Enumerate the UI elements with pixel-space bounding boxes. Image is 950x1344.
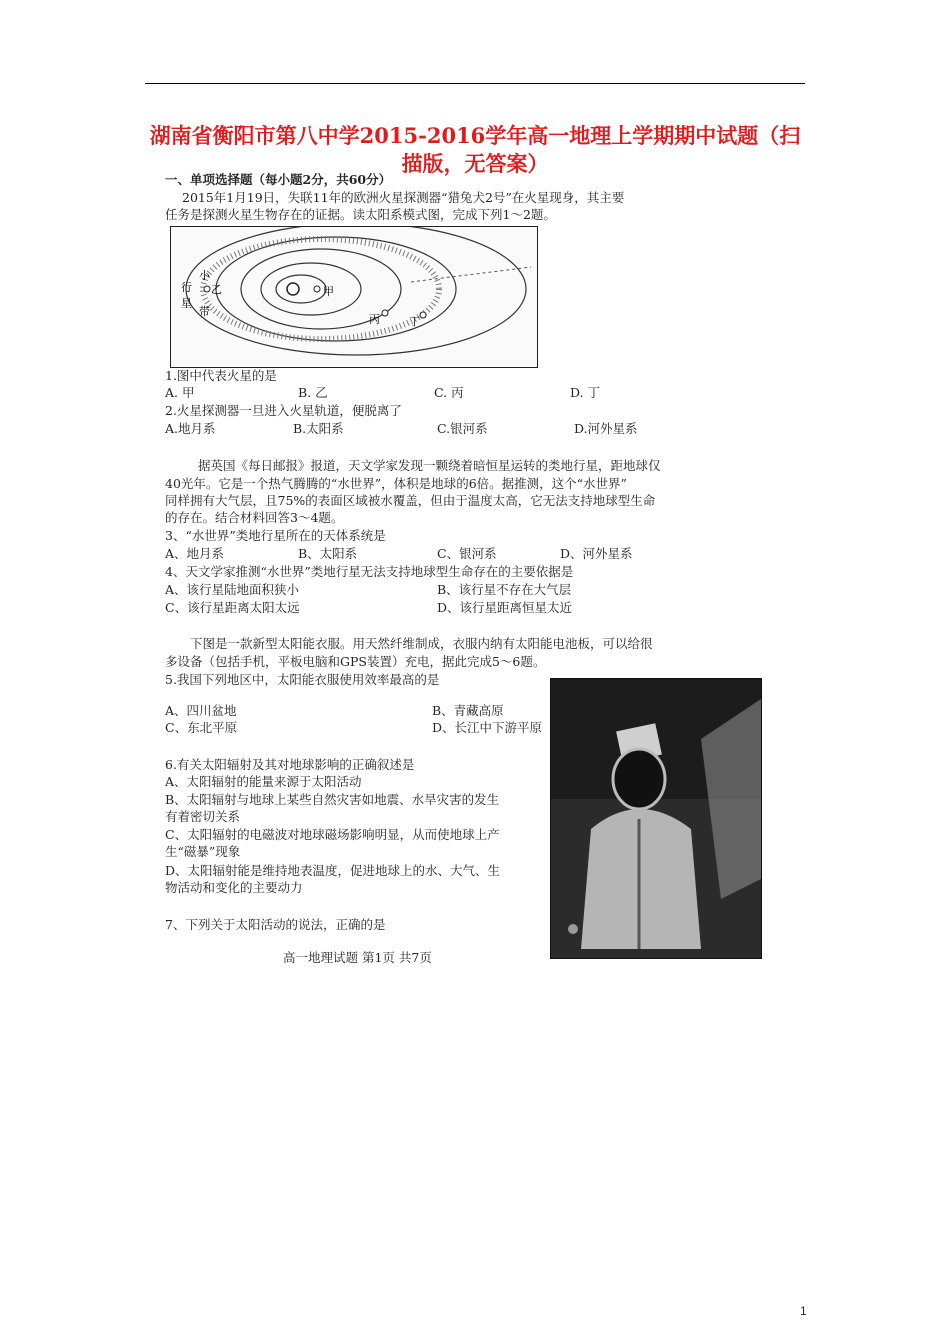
page-number: 1: [800, 1304, 807, 1318]
intro2-line1: 据英国《每日邮报》报道，天文学家发现一颗绕着暗恒星运转的类地行星，距地球仅: [198, 458, 661, 473]
label-bing: 丙: [369, 313, 380, 326]
planet-jia-icon: [314, 286, 320, 292]
intro2-line4: 的存在。结合材料回答3～4题。: [165, 510, 344, 525]
jacket-icon: [581, 809, 701, 949]
q7-stem: 7、下列关于太阳活动的说法，正确的是: [165, 917, 386, 932]
q2-option-c: C.银河系: [437, 421, 488, 436]
q5-option-d: D、长江中下游平原: [432, 720, 543, 735]
q4-option-c: C、该行星距离太阳太远: [165, 600, 300, 615]
solar-clothing-svg: [551, 679, 761, 958]
q3-option-c: C、银河系: [437, 546, 497, 561]
label-jia: 甲: [323, 285, 334, 298]
solar-system-svg: [171, 227, 537, 367]
label-xing2: 星: [181, 297, 192, 310]
q2-option-d: D.河外星系: [574, 421, 638, 436]
section-heading: 一、单项选择题（每小题2分，共60分）: [165, 172, 392, 187]
q5-option-b: B、青藏高原: [432, 703, 504, 718]
q6-option-c-line1: C、太阳辐射的电磁波对地球磁场影响明显，从而使地球上产: [165, 827, 500, 842]
intro3-line2: 多设备（包括手机，平板电脑和GPS装置）充电，据此完成5～6题。: [165, 654, 546, 669]
sun-icon: [287, 283, 299, 295]
hood-icon: [613, 749, 665, 809]
q3-option-b: B、太阳系: [298, 546, 358, 561]
page-title: 湖南省衡阳市第八中学2015-2016学年高一地理上学期期中试题（扫描版，无答案）: [149, 123, 801, 176]
planet-ding-icon: [420, 312, 426, 318]
q6-option-d-line2: 物活动和变化的主要动力: [165, 880, 303, 895]
label-ding: 丁: [409, 315, 420, 328]
planet-yi-icon: [204, 286, 210, 292]
q5-option-a: A、四川盆地: [165, 703, 237, 718]
q6-option-d-line1: D、太阳辐射能是维持地表温度，促进地球上的水、大气、生: [165, 863, 501, 878]
label-yi: 乙: [211, 283, 222, 296]
header-rule: [145, 83, 805, 84]
q3-option-d: D、河外星系: [560, 546, 633, 561]
page-footer: 高一地理试题 第1页 共7页: [283, 950, 432, 965]
q2-stem: 2.火星探测器一旦进入火星轨道，便脱离了: [165, 403, 402, 418]
orbit-4: [216, 237, 456, 341]
q1-option-d: D. 丁: [570, 385, 601, 400]
solar-system-diagram: [170, 226, 538, 368]
q6-option-b-line2: 有着密切关系: [165, 809, 241, 824]
q1-stem: 1.图中代表火星的是: [165, 368, 277, 383]
asteroid-belt: [203, 239, 439, 339]
q5-option-c: C、东北平原: [165, 720, 238, 735]
q6-option-c-line2: 生“磁暴”现象: [165, 844, 241, 859]
q1-option-c: C. 丙: [434, 385, 464, 400]
intro3-line1: 下图是一款新型太阳能衣服。用天然纤维制成，衣服内纳有太阳能电池板，可以给很: [190, 636, 653, 651]
orbit-5: [186, 227, 526, 355]
label-dai: 带: [199, 305, 210, 318]
q2-option-a: A.地月系: [165, 421, 216, 436]
q6-option-b-line1: B、太阳辐射与地球上某些自然灾害如地震、水旱灾害的发生: [165, 792, 500, 807]
intro1-line2: 任务是探测火星生物存在的证据。读太阳系模式图，完成下列1～2题。: [165, 207, 556, 222]
intro2-line2: 40光年。它是一个热气腾腾的“水世界”，体积是地球的6倍。据推测，这个“水世界”: [165, 476, 627, 491]
intro1-line1: 2015年1月19日，失联11年的欧洲火星探测器“猎兔犬2号”在火星现身，其主要: [182, 190, 625, 205]
q4-option-b: B、该行星不存在大气层: [437, 582, 572, 597]
planet-bing-icon: [382, 310, 388, 316]
q1-option-a: A. 甲: [165, 385, 195, 400]
q6-stem: 6.有关太阳辐射及其对地球影响的正确叙述是: [165, 757, 415, 772]
q3-stem: 3、“水世界”类地行星所在的天体系统是: [165, 528, 386, 543]
q3-option-a: A、地月系: [165, 546, 225, 561]
q4-stem: 4、天文学家推测“水世界”类地行星无法支持地球型生命存在的主要依据是: [165, 564, 574, 579]
q5-stem: 5.我国下列地区中，太阳能衣服使用效率最高的是: [165, 672, 440, 687]
solar-clothing-photo: [550, 678, 762, 959]
q4-option-d: D、该行星距离恒星太近: [437, 600, 573, 615]
label-xiao: 小: [199, 269, 210, 282]
label-xing: 行: [181, 281, 192, 294]
q4-option-a: A、该行星陆地面积狭小: [165, 582, 300, 597]
q1-option-b: B. 乙: [298, 385, 328, 400]
comet-path: [411, 267, 531, 282]
intro2-line3: 同样拥有大气层，且75%的表面区域被水覆盖，但由于温度太高，它无法支持地球型生命: [165, 493, 656, 508]
q2-option-b: B.太阳系: [293, 421, 344, 436]
q6-option-a: A、太阳辐射的能量来源于太阳活动: [165, 774, 362, 789]
